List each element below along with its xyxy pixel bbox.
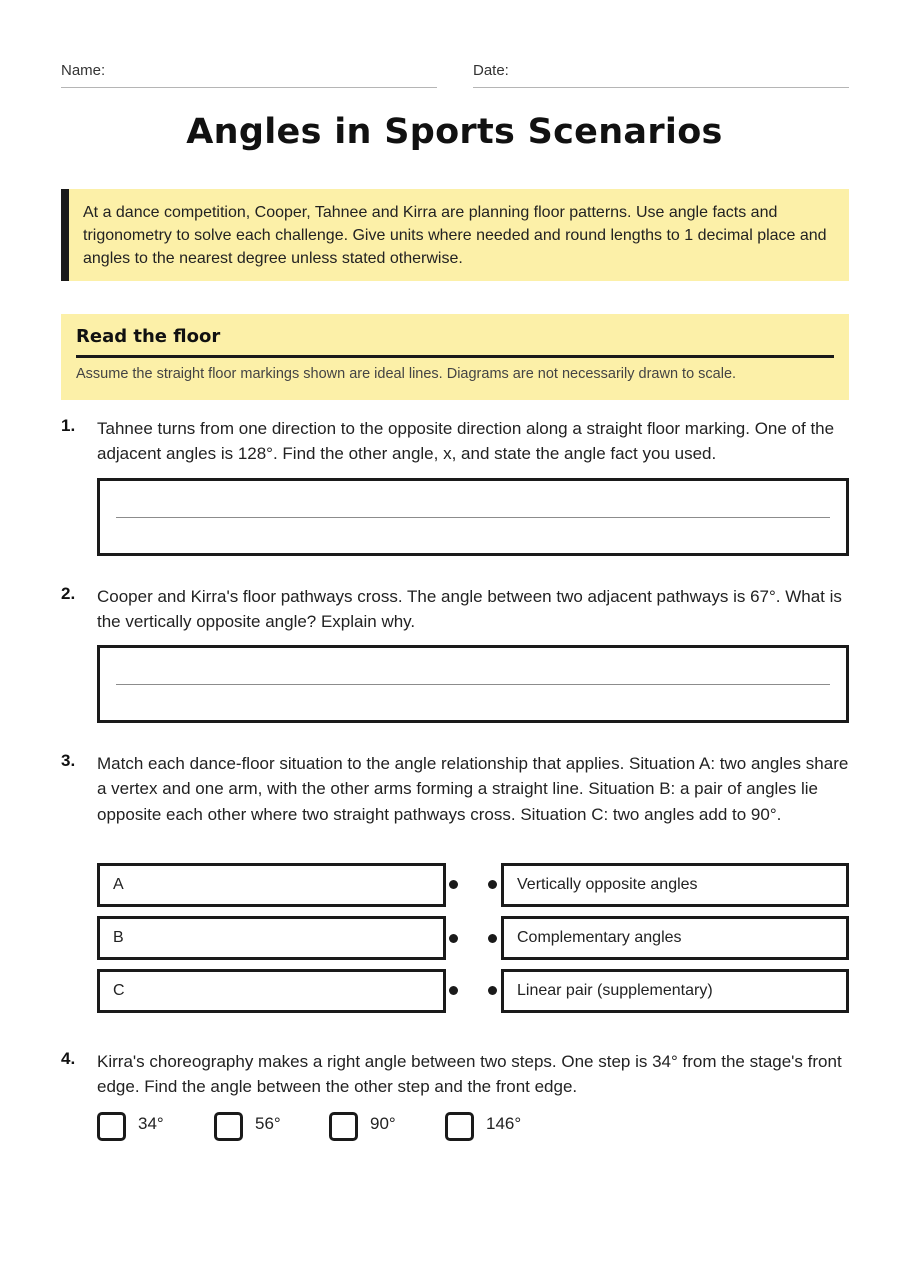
student-info-row <box>61 60 849 88</box>
match-left-c[interactable] <box>97 969 446 1013</box>
match-right-label: Vertically opposite angles <box>517 876 698 893</box>
question-number: 2. <box>61 584 76 603</box>
question-number: 4. <box>61 1049 76 1068</box>
option-label: 146° <box>486 1114 522 1133</box>
match-left-a[interactable] <box>97 863 446 907</box>
answer-line <box>116 684 830 685</box>
question-number: 1. <box>61 416 76 435</box>
match-right-dot-2[interactable] <box>488 934 497 943</box>
question-text: Match each dance-floor situation to the angle relationship that applies. Situation A: two angles share a vertex and one arm, with the other arms forming a straight line. Situation B: a pair of angles lie opposite each other where two straight pathways cross. Situation C: two angles add to 90°. <box>97 754 849 824</box>
match-right-3[interactable] <box>501 969 849 1013</box>
answer-box-2[interactable] <box>97 645 849 723</box>
date-field[interactable] <box>473 60 849 88</box>
section-note: Assume the straight floor markings shown are ideal lines. Diagrams are not necessarily drawn to scale. <box>76 366 737 382</box>
match-right-label: Complementary angles <box>517 929 682 946</box>
match-left-label: A <box>113 876 124 893</box>
checkbox[interactable] <box>329 1112 358 1141</box>
match-left-label: B <box>113 929 124 946</box>
match-right-1[interactable] <box>501 863 849 907</box>
date-label: Date: <box>473 62 509 79</box>
match-right-label: Linear pair (supplementary) <box>517 982 713 999</box>
question-text: Cooper and Kirra's floor pathways cross. The angle between two adjacent pathways is 67°. What is the vertically opposite angle? Explain why. <box>97 587 842 632</box>
section-title: Read the floor <box>76 326 834 358</box>
intro-callout: At a dance competition, Cooper, Tahnee and Kirra are planning floor patterns. Use angle facts and trigonometry to solve each challenge. Give units where needed and round lengths to 1 decimal place and angles to the nearest degree unless stated otherwise. <box>61 189 849 281</box>
question-text: Kirra's choreography makes a right angle between two steps. One step is 34° from the stage's front edge. Find the angle between the other step and the front edge. <box>97 1052 842 1097</box>
answer-box-1[interactable] <box>97 478 849 556</box>
name-label: Name: <box>61 62 106 79</box>
answer-line <box>116 517 830 518</box>
page-title: Angles in Sports Scenarios <box>186 112 723 152</box>
question-text: Tahnee turns from one direction to the opposite direction along a straight floor marking. One of the adjacent angles is 128°. Find the other angle, x, and state the angle fact you used. <box>97 419 835 464</box>
question-number: 3. <box>61 751 76 770</box>
match-left-dot-a[interactable] <box>449 880 458 889</box>
option-label: 34° <box>138 1114 164 1133</box>
option-label: 56° <box>255 1114 281 1133</box>
section-banner <box>61 314 849 400</box>
match-right-dot-1[interactable] <box>488 880 497 889</box>
checkbox[interactable] <box>214 1112 243 1141</box>
match-right-dot-3[interactable] <box>488 986 497 995</box>
match-right-2[interactable] <box>501 916 849 960</box>
match-left-b[interactable] <box>97 916 446 960</box>
name-field[interactable] <box>61 60 437 88</box>
match-left-dot-c[interactable] <box>449 986 458 995</box>
match-left-dot-b[interactable] <box>449 934 458 943</box>
match-left-label: C <box>113 982 125 999</box>
checkbox[interactable] <box>97 1112 126 1141</box>
option-label: 90° <box>370 1114 396 1133</box>
checkbox[interactable] <box>445 1112 474 1141</box>
